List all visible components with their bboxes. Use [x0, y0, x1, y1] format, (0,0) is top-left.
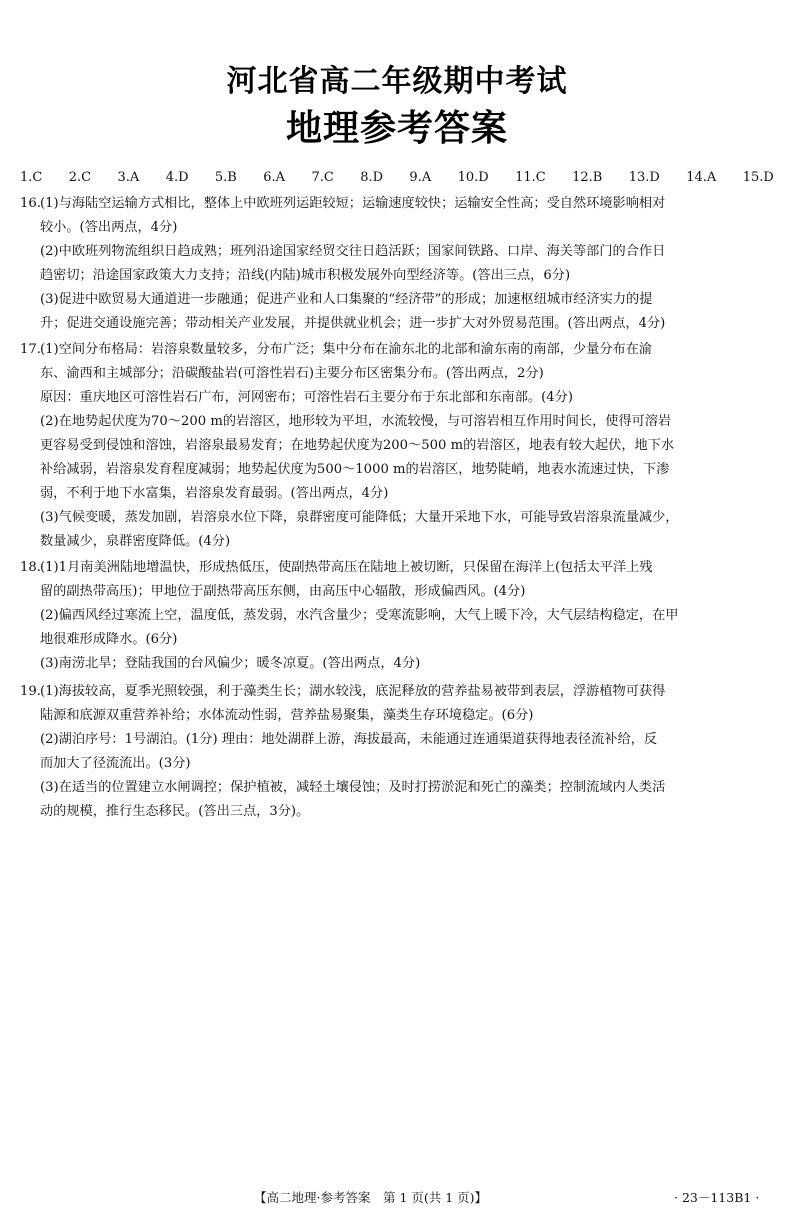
multiple-choice-answers [20, 170, 774, 185]
answer-line: (3)促进中欧贸易大通道进一步融通；促进产业和人口集聚的“经济带”的形成；加速枢纽城市经济实力的提 [40, 292, 653, 307]
answer-item: 8.D [360, 170, 384, 185]
answer-item: 2.C [68, 170, 92, 185]
answer-line: 留的副热带高压)；甲地位于副热带高压东侧，由高压中心辐散，形成偏西风。(4分) [40, 584, 526, 599]
page-subtitle: 地理参考答案 [285, 108, 508, 149]
answer-line: 补给减弱，岩溶泉发育程度减弱；地势起伏度为500～1000 m的岩溶区，地势陡峭，地表水流速过快，下渗 [40, 462, 670, 477]
answer-item: 10.D [457, 170, 489, 185]
answer-item: 7.C [311, 170, 334, 185]
answer-line: 东、渝西和主城部分；沿碳酸盐岩(可溶性岩石)主要分布区密集分布。(答出两点，2分) [40, 366, 544, 381]
answer-line: (1)与海陆空运输方式相比，整体上中欧班列运距较短；运输速度较快；运输安全性高；受自然环境影响相对 [40, 196, 666, 211]
footer-page-info: 【高二地理·参考答案 第 1 页(共 1 页)】 [254, 1190, 488, 1205]
answer-item: 3.A [117, 170, 140, 185]
answer-line: 趋密切；沿途国家政策大力支持；沿线(内陆)城市积极发展外向型经济等。(答出三点，6分) [40, 268, 571, 283]
answer-line: 升；促进交通设施完善；带动相关产业发展，并提供就业机会；进一步扩大对外贸易范围。(答出两点，4分) [40, 316, 666, 331]
question-number: 19. [20, 684, 41, 699]
answer-item: 4.D [165, 170, 189, 185]
answer-item: 5.B [214, 170, 237, 185]
question-number: 18. [20, 560, 41, 575]
answer-line: 弱，不利于地下水富集，岩溶泉发育最弱。(答出两点，4分) [40, 486, 389, 501]
answer-line: (1)海拔较高，夏季光照较强，利于藻类生长；湖水较浅，底泥释放的营养盐易被带到表层，浮游植物可获得 [40, 684, 666, 699]
answer-line: (3)气候变暖，蒸发加剧，岩溶泉水位下降，泉群密度可能降低；大量开采地下水，可能导致岩溶泉流量减少， [40, 510, 679, 525]
answer-line: 动的规模，推行生态移民。(答出三点，3分)。 [40, 804, 310, 819]
answer-line: (3)在适当的位置建立水闸调控；保护植被，减轻土壤侵蚀；及时打捞淤泥和死亡的藻类；控制流域内人类活 [40, 780, 666, 795]
answer-line: 原因：重庆地区可溶性岩石广布，河网密布；可溶性岩石主要分布于东北部和东南部。(4分) [40, 390, 573, 405]
footer-code: · 23－113B1 · [674, 1190, 760, 1205]
answer-item: 6.A [263, 170, 286, 185]
answer-item: 15.D [742, 170, 774, 185]
answer-line: 而加大了径流流出。(3分) [40, 756, 191, 771]
answer-line: (2)中欧班列物流组织日趋成熟；班列沿途国家经贸交往日趋活跃；国家间铁路、口岸、海关等部门的合作日 [40, 244, 666, 259]
answer-item: 9.A [409, 170, 432, 185]
answer-line: (2)在地势起伏度为70～200 m的岩溶区，地形较为平坦，水流较慢，与可溶岩相互作用时间长，使得可溶岩 [40, 414, 672, 429]
answer-line: 陆源和底源双重营养补给；水体流动性弱，营养盐易聚集，藻类生存环境稳定。(6分) [40, 708, 534, 723]
answer-line: (2)湖泊序号：1号湖泊。(1分) 理由：地处湖群上游，海拔最高，未能通过连通渠道获得地表径流补给，反 [40, 732, 658, 747]
answer-line: 较小。(答出两点，4分) [40, 220, 178, 235]
answer-item: 1.C [20, 170, 43, 185]
question-number: 16. [20, 196, 41, 211]
answer-item: 14.A [686, 170, 717, 185]
answer-line: 更容易受到侵蚀和溶蚀，岩溶泉最易发育；在地势起伏度为200～500 m的岩溶区，地表有较大起伏，地下水 [40, 438, 675, 453]
answer-line: (1)空间分布格局：岩溶泉数量较多，分布广泛；集中分布在渝东北的北部和渝东南的南部，少量分布在渝 [40, 342, 653, 357]
answer-item: 11.C [515, 170, 546, 185]
answer-line: (3)南涝北旱；登陆我国的台风偏少；暖冬凉夏。(答出两点，4分) [40, 656, 421, 671]
answer-item: 13.D [628, 170, 660, 185]
answer-line: (2)偏西风经过寒流上空，温度低，蒸发弱，水汽含量少；受寒流影响，大气上暖下冷，大气层结构稳定，在甲 [40, 608, 679, 623]
answer-item: 12.B [572, 170, 603, 185]
answer-line: (1)1月南美洲陆地增温快，形成热低压，使副热带高压在陆地上被切断，只保留在海洋上(包括太平洋上残 [40, 560, 653, 575]
answer-line: 数量减少，泉群密度降低。(4分) [40, 534, 231, 549]
page-title: 河北省高二年级期中考试 [226, 64, 568, 99]
question-number: 17. [20, 342, 41, 357]
answer-line: 地很难形成降水。(6分) [40, 632, 178, 647]
